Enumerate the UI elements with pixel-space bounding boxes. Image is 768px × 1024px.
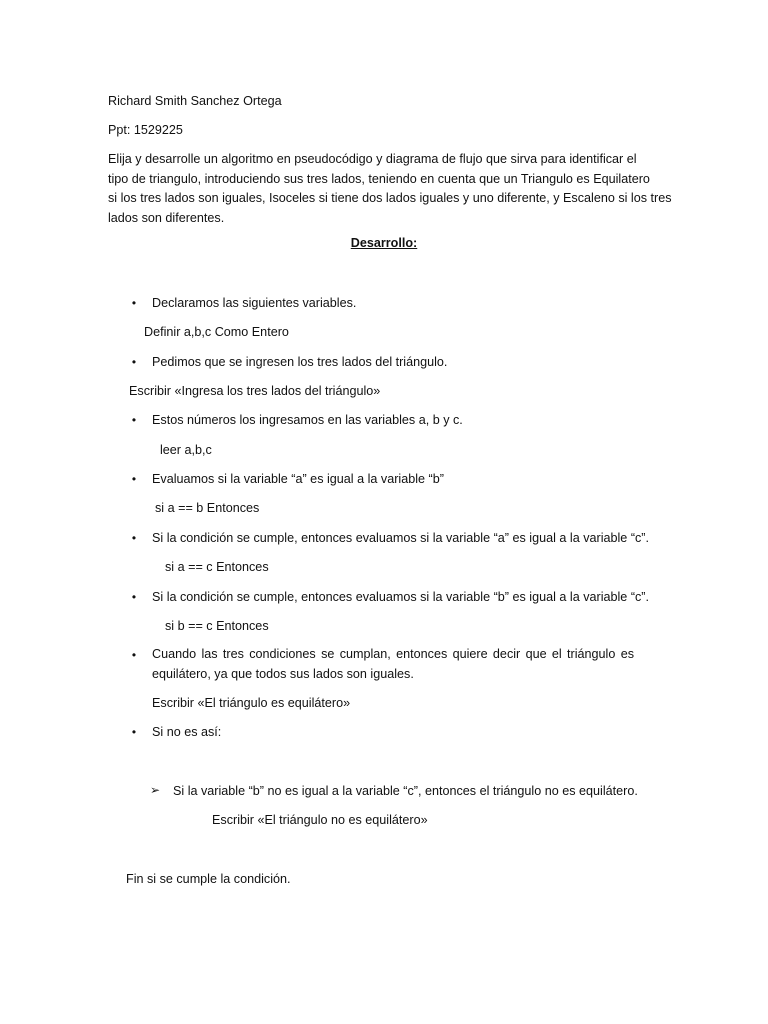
pseudocode-line: Escribir «Ingresa los tres lados del triángulo» bbox=[129, 384, 381, 398]
step-text: Si la condición se cumple, entonces evaluamos si la variable “b” es igual a la variable “c”. bbox=[152, 590, 649, 604]
arrow-bullet-icon: ➢ bbox=[150, 783, 161, 797]
bullet-icon: • bbox=[131, 296, 137, 310]
bullet-icon: • bbox=[131, 648, 137, 662]
closing-text: Fin si se cumple la condición. bbox=[126, 872, 291, 886]
ppt-code: Ppt: 1529225 bbox=[108, 123, 183, 137]
bullet-icon: • bbox=[131, 472, 137, 486]
pseudocode-line: Escribir «El triángulo es equilátero» bbox=[152, 696, 351, 710]
bullet-icon: • bbox=[131, 355, 137, 369]
bullet-icon: • bbox=[131, 590, 137, 604]
author-name: Richard Smith Sanchez Ortega bbox=[108, 94, 282, 108]
pseudocode-line: si a == c Entonces bbox=[165, 560, 269, 574]
pseudocode-line: si a == b Entonces bbox=[155, 501, 260, 515]
step-text: Declaramos las siguientes variables. bbox=[152, 296, 357, 310]
bullet-icon: • bbox=[131, 413, 137, 427]
bullet-icon: • bbox=[131, 725, 137, 739]
bullet-icon: • bbox=[131, 531, 137, 545]
prompt-line: lados son diferentes. bbox=[108, 210, 225, 225]
section-heading: Desarrollo: bbox=[350, 236, 418, 250]
step-text: Si no es así: bbox=[152, 725, 222, 739]
assignment-prompt bbox=[108, 150, 672, 228]
step-text: Cuando las tres condiciones se cumplan, entonces quiere decir que el triángulo es equilátero, ya que todos sus lados son iguales. bbox=[152, 647, 634, 681]
step-text: Pedimos que se ingresen los tres lados del triángulo. bbox=[152, 355, 448, 369]
substep-text: Si la variable “b” no es igual a la variable “c”, entonces el triángulo no es equilátero. bbox=[173, 784, 638, 798]
pseudocode-line: si b == c Entonces bbox=[165, 619, 269, 633]
step-text: Si la condición se cumple, entonces evaluamos si la variable “a” es igual a la variable “c”. bbox=[152, 531, 649, 545]
pseudocode-line: Definir a,b,c Como Entero bbox=[144, 325, 289, 339]
step-text: Estos números los ingresamos en las variables a, b y c. bbox=[152, 413, 463, 427]
prompt-line: tipo de triangulo, introduciendo sus tres lados, teniendo en cuenta que un Triangulo es Equilatero bbox=[108, 171, 650, 186]
step-text: Evaluamos si la variable “a” es igual a la variable “b” bbox=[152, 472, 444, 486]
prompt-line: Elija y desarrolle un algoritmo en pseudocódigo y diagrama de flujo que sirva para identificar el bbox=[108, 152, 637, 166]
prompt-line: si los tres lados son iguales, Isoceles si tiene dos lados iguales y uno diferente, y Escaleno si los tres bbox=[108, 191, 672, 205]
pseudocode-line: leer a,b,c bbox=[160, 443, 212, 457]
pseudocode-line: Escribir «El triángulo no es equilátero» bbox=[212, 813, 428, 827]
